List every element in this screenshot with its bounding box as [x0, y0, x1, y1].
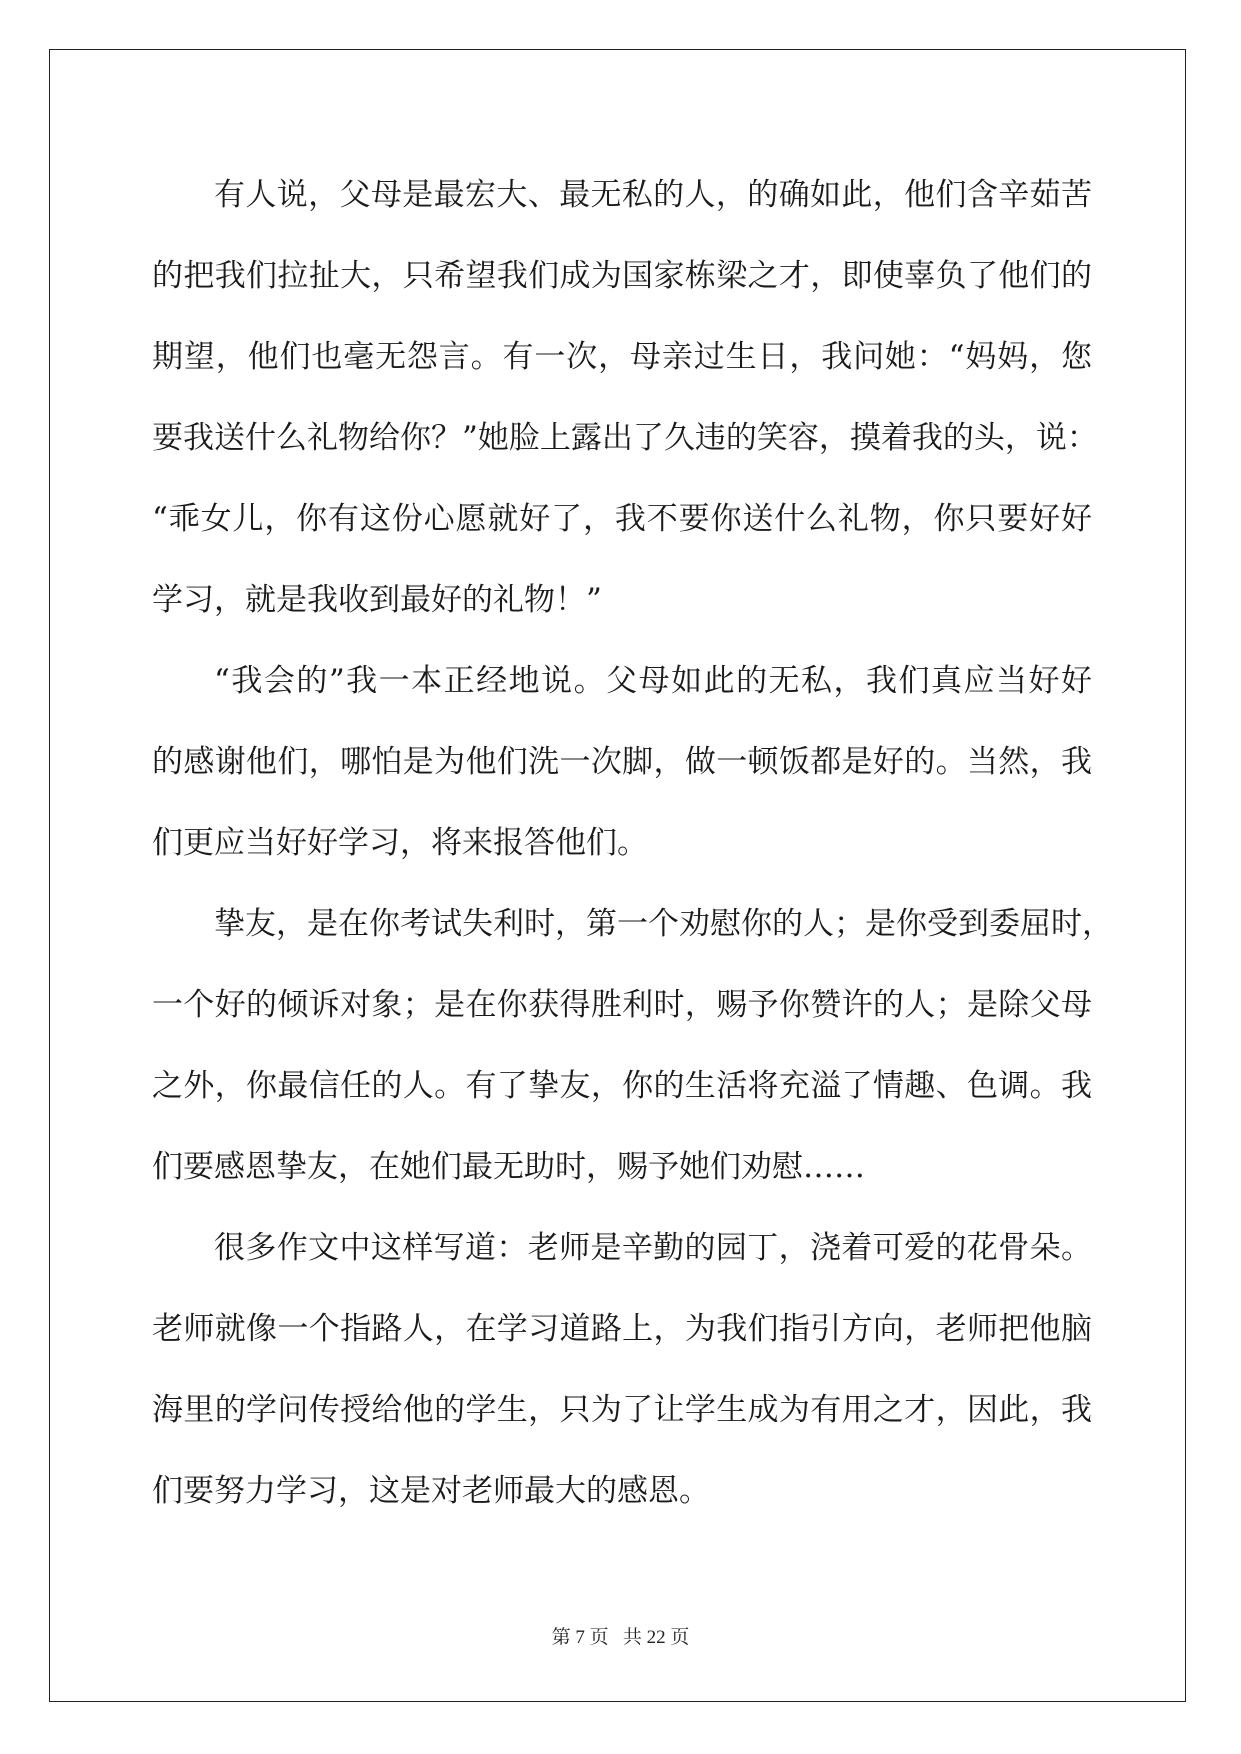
text-line: 一个好的倾诉对象；是在你获得胜利时，赐予你赞许的人；是除父母 — [152, 987, 1092, 1023]
text-line: “乖女儿，你有这份心愿就好了，我不要你送什么礼物，你只要好好 — [152, 501, 1092, 537]
text-line: 很多作文中这样写道：老师是辛勤的园丁，浇着可爱的花骨朵。 — [214, 1230, 1092, 1266]
text-line: 们要努力学习，这是对老师最大的感恩。 — [152, 1473, 710, 1509]
text-line: 海里的学问传授给他的学生，只为了让学生成为有用之才，因此，我 — [152, 1392, 1092, 1428]
text-line: 的感谢他们，哪怕是为他们洗一次脚，做一顿饭都是好的。当然，我 — [152, 744, 1092, 780]
text-line: “我会的”我一本正经地说。父母如此的无私，我们真应当好好 — [214, 663, 1092, 699]
text-line: 老师就像一个指路人，在学习道路上，为我们指引方向，老师把他脑 — [152, 1311, 1092, 1347]
text-line: 挚友，是在你考试失利时，第一个劝慰你的人；是你受到委屈时， — [214, 906, 1113, 942]
text-line: 学习，就是我收到最好的礼物！” — [152, 582, 602, 618]
text-line: 要我送什么礼物给你？”她脸上露出了久违的笑容，摸着我的头，说： — [152, 420, 1098, 456]
text-line: 之外，你最信任的人。有了挚友，你的生活将充溢了情趣、色调。我 — [152, 1068, 1092, 1104]
text-line: 的把我们拉扯大，只希望我们成为国家栋梁之才，即使辜负了他们的 — [152, 258, 1092, 294]
document-body — [152, 155, 1113, 1532]
text-line: 们要感恩挚友，在她们最无助时，赐予她们劝慰…… — [152, 1149, 865, 1185]
text-line: 期望，他们也毫无怨言。有一次，母亲过生日，我问她：“妈妈，您 — [152, 339, 1092, 375]
text-line: 有人说，父母是最宏大、最无私的人，的确如此，他们含辛茹苦 — [214, 177, 1092, 213]
text-line: 们更应当好好学习，将来报答他们。 — [152, 825, 648, 861]
page-number-footer: 第 7 页 共 22 页 — [551, 1627, 690, 1648]
